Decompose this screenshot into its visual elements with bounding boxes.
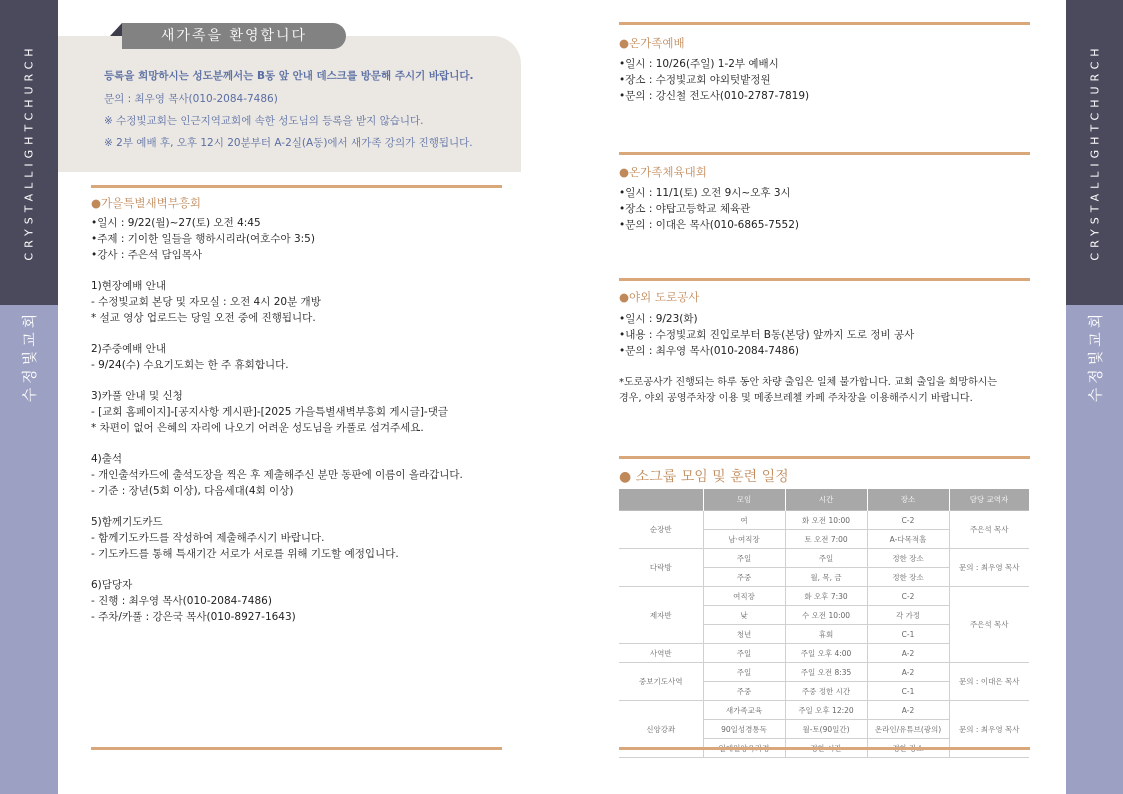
schedule-cell: 토 오전 7:00 [785,530,867,549]
schedule-cell: 주은석 목사 [949,511,1029,549]
schedule-cell: 주일 오후 4:00 [785,644,867,663]
schedule-cell: 월, 목, 금 [785,568,867,587]
sports-day-line: •문의 : 이대은 목사(010-6865-7552) [619,219,799,231]
road-work-line: •내용 : 수정빛교회 진입로부터 B동(본당) 앞까지 도로 정비 공사 [619,329,915,341]
road-work-line: •일시 : 9/23(화) [619,313,698,325]
family-worship-line: •일시 : 10/26(주일) 1-2부 예배시 [619,58,779,70]
schedule-cell: 여 [703,511,785,530]
autumn-revival-line: 5)함께기도카드 [91,516,163,528]
welcome-line: ※ 수정빛교회는 인근지역교회에 속한 성도님의 등록을 받지 않습니다. [104,115,424,127]
schedule-cell: 휴회 [785,625,867,644]
section-divider [91,747,502,750]
road-work-notice: 경우, 야외 공영주차장 이용 및 메종브레첼 카페 주차장을 이용해주시기 바랍니다. [619,393,973,404]
welcome-title: 새가족을 환영합니다 [122,23,346,49]
schedule-cell: 주일 [785,549,867,568]
section-divider [619,747,1030,750]
schedule-header-row [619,489,1029,511]
schedule-cell: C-2 [867,511,949,530]
welcome-line: ※ 2부 예배 후, 오후 12시 20분부터 A-2실(A동)에서 새가족 강의가 진행됩니다. [104,137,473,149]
schedule-cell: C-1 [867,682,949,701]
schedule-header-cell: 담당 교역자 [949,489,1029,511]
schedule-cell: 제자반 [619,587,703,644]
schedule-cell: 낮 [703,606,785,625]
section-divider [619,278,1030,281]
sports-day-title: ●온가족체육대회 [619,165,707,179]
section-divider [619,22,1030,25]
schedule-cell: C-1 [867,625,949,644]
family-worship-line: •문의 : 강신철 전도사(010-2787-7819) [619,90,810,102]
schedule-cell: 주은석 목사 [949,587,1029,663]
schedule-cell: 새가족교육 [703,701,785,720]
autumn-revival-line: •일시 : 9/22(월)~27(토) 오전 4:45 [91,217,261,229]
schedule-cell: 문의 : 최우영 목사 [949,701,1029,758]
welcome-line: 문의 : 최우영 목사(010-2084-7486) [104,93,278,105]
schedule-cell: 수 오전 10:00 [785,606,867,625]
schedule-cell: 주일 오전 8:35 [785,663,867,682]
schedule-cell: 주중 [703,682,785,701]
autumn-revival-title: ●가을특별새벽부흥회 [91,196,202,210]
road-work-notice: *도로공사가 진행되는 하루 동안 차량 출입은 일체 불가합니다. 교회 출입을 희망하시는 [619,377,998,388]
schedule-table [619,489,1030,758]
schedule-cell: 청년 [703,625,785,644]
schedule-row [619,587,1029,606]
schedule-header-cell: 모임 [703,489,785,511]
schedule-cell: 온라인/유튜브(광의) [867,720,949,739]
autumn-revival-line: 1)현장예배 안내 [91,280,166,292]
section-divider [91,185,502,188]
autumn-revival-line: - 주차/카풀 : 강은국 목사(010-8927-1643) [91,611,296,623]
autumn-revival-line: - 진행 : 최우영 목사(010-2084-7486) [91,595,272,607]
schedule-cell: A-다목적홀 [867,530,949,549]
schedule-row [619,701,1029,720]
schedule-cell: 월-토(90일간) [785,720,867,739]
schedule-cell: A-2 [867,644,949,663]
autumn-revival-line: 2)주중예배 안내 [91,343,166,355]
welcome-line: 등록을 희망하시는 성도분께서는 B동 앞 안내 데스크를 방문해 주시기 바랍니다. [104,70,474,82]
autumn-revival-line: •강사 : 주은석 담임목사 [91,249,203,261]
autumn-revival-line: * 설교 영상 업로드는 당일 오전 중에 진행됩니다. [91,312,316,324]
road-work-title: ●야외 도로공사 [619,290,700,304]
autumn-revival-line: - 기준 : 장년(5회 이상), 다음세대(4회 이상) [91,485,294,497]
schedule-cell: A-2 [867,663,949,682]
schedule-cell: 중보기도사역 [619,663,703,701]
schedule-cell: 주일 오후 12:20 [785,701,867,720]
welcome-tab-corner [110,23,122,36]
autumn-revival-line: - [교회 홈페이지]-[공지사항 게시판]-[2025 가을특별새벽부흥회 게시글]-댓글 [91,406,449,418]
schedule-header-cell: 시간 [785,489,867,511]
schedule-cell: 주중 정한 시간 [785,682,867,701]
schedule-row [619,511,1029,530]
autumn-revival-line: * 차편이 없어 은혜의 자리에 나오기 어려운 성도님을 카풀로 섬겨주세요. [91,422,424,434]
autumn-revival-line: - 개인출석카드에 출석도장을 찍은 후 제출해주신 분만 동판에 이름이 올라갑니다. [91,469,463,481]
schedule-cell: 남·여직장 [703,530,785,549]
schedule-cell: 화 오후 7:30 [785,587,867,606]
schedule-cell: 주일 [703,549,785,568]
schedule-header-cell: 장소 [867,489,949,511]
autumn-revival-line: •주제 : 기이한 일들을 행하시리라(여호수아 3:5) [91,233,315,245]
family-worship-title: ●온가족예배 [619,36,685,50]
right-side-band [1066,0,1123,794]
autumn-revival-line: - 9/24(수) 수요기도회는 한 주 휴회합니다. [91,359,289,371]
schedule-cell: 주중 [703,568,785,587]
schedule-cell: 90일성경통독 [703,720,785,739]
left-side-band [0,0,58,794]
schedule-row [619,549,1029,568]
schedule-row [619,663,1029,682]
schedule-cell: 다락방 [619,549,703,587]
schedule-cell: 순장반 [619,511,703,549]
schedule-cell: 정한 장소 [867,549,949,568]
road-work-line: •문의 : 최우영 목사(010-2084-7486) [619,345,799,357]
schedule-cell: 사역반 [619,644,703,663]
family-worship-line: •장소 : 수정빛교회 야외텃밭정원 [619,74,771,86]
church-korean-name: 수정빛교회 [20,309,39,403]
schedule-body [619,511,1029,758]
schedule-cell: C-2 [867,587,949,606]
schedule-title: ● 소그룹 모임 및 훈련 일정 [619,469,789,485]
sports-day-line: •일시 : 11/1(토) 오전 9시~오후 3시 [619,187,791,199]
section-divider [619,152,1030,155]
schedule-cell: 주일 [703,663,785,682]
sports-day-line: •장소 : 야탑고등학교 체육관 [619,203,751,215]
schedule-cell: 문의 : 이대은 목사 [949,663,1029,701]
schedule-cell: A-2 [867,701,949,720]
schedule-header-cell [619,489,703,511]
autumn-revival-line: - 수정빛교회 본당 및 자모실 : 오전 4시 20분 개방 [91,296,321,308]
schedule-cell: 정한 장소 [867,568,949,587]
schedule-cell: 화 오전 10:00 [785,511,867,530]
church-english-name: CRYSTALLIGHTCHURCH [22,43,36,261]
schedule-cell: 여직장 [703,587,785,606]
section-divider [619,456,1030,459]
autumn-revival-line: - 기도카드를 통해 특새기간 서로가 서로를 위해 기도할 예정입니다. [91,548,399,560]
church-english-name: CRYSTALLIGHTCHURCH [1088,43,1101,261]
autumn-revival-line: 6)담당자 [91,579,133,591]
church-korean-name: 수정빛교회 [1086,309,1104,403]
autumn-revival-line: - 함께기도카드를 작성하여 제출해주시기 바랍니다. [91,532,325,544]
schedule-cell: 각 가정 [867,606,949,625]
autumn-revival-line: 4)출석 [91,453,123,465]
schedule-cell: 주일 [703,644,785,663]
schedule-cell: 문의 : 최우영 목사 [949,549,1029,587]
schedule-cell: 신앙강좌 [619,701,703,758]
autumn-revival-line: 3)카풀 안내 및 신청 [91,390,183,402]
